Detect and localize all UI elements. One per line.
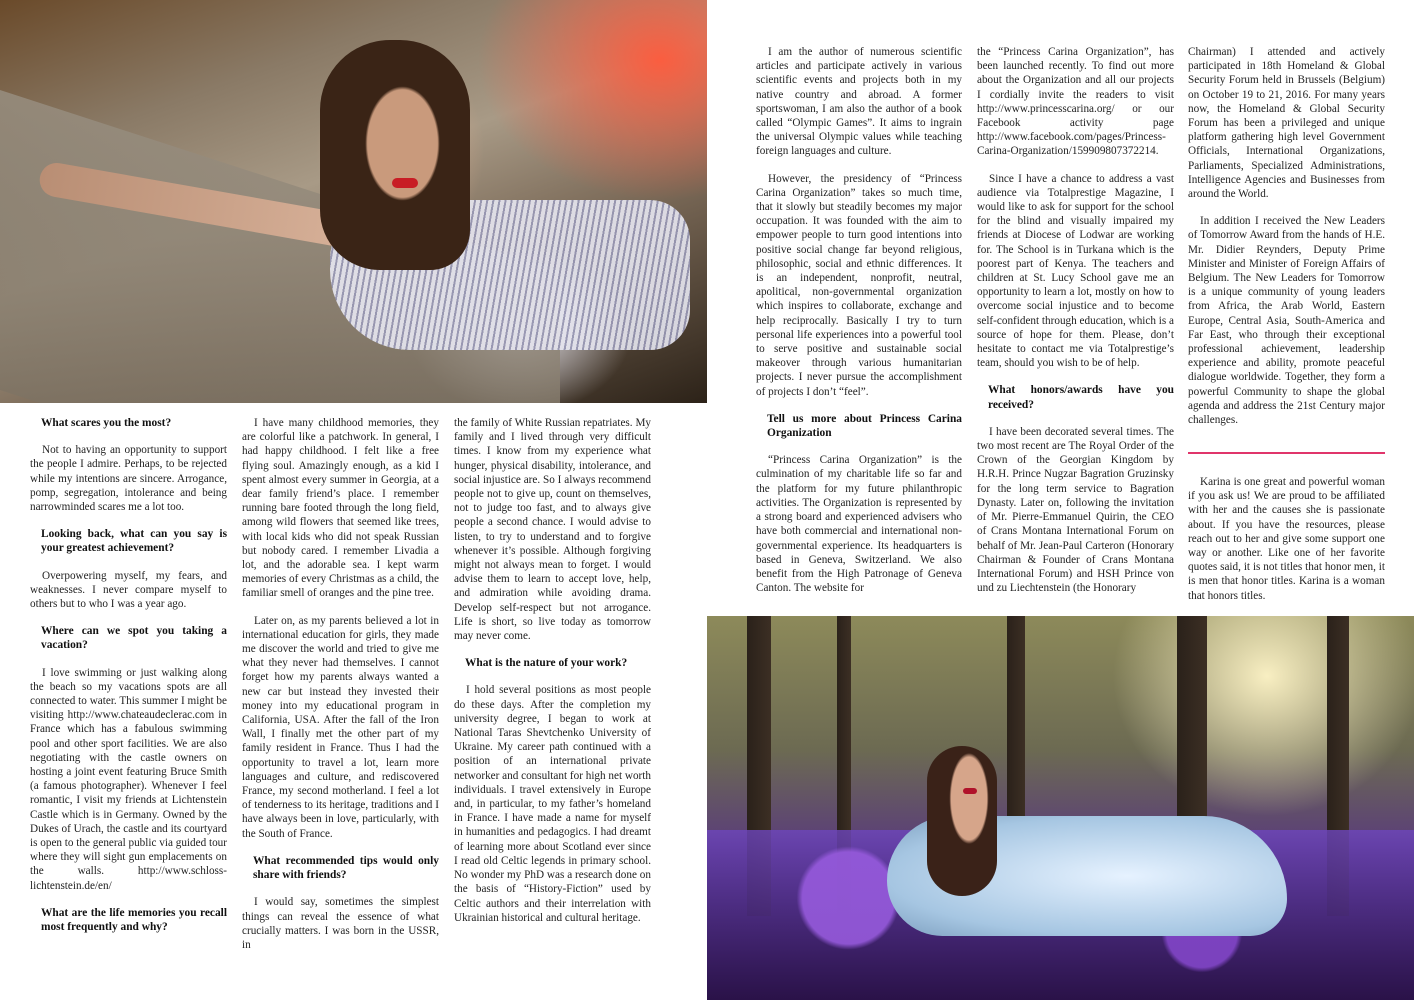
question-heading: What is the nature of your work? xyxy=(465,657,628,670)
red-lips xyxy=(963,788,977,794)
answer-paragraph: Later on, as my parents believed a lot in international education for girls, they made me discover the world and tried to give me what they never had themselves. I cannot forget how my parents always wanted a new car but instead they invested their money into my educational program in California, USA. After the fall of the Iron Wall, I finally met the other part of my family resident in France. Thus I had the opportunity to travel a lot, learn more languages and culture, and rediscovered France, my second motherland. I feel a lot of tenderness to its heritage, traditions and I have always been in love, particularly, with the South of France. xyxy=(242,614,439,840)
accent-divider xyxy=(1188,452,1385,454)
woman-head xyxy=(320,40,470,270)
column-3 xyxy=(454,416,651,938)
answer-paragraph: I hold several positions as most people do these days. After the completion my university degree, I began to work at National Taras Shevtchenko University of Ukraine. My career path continued with a position of an international private networker and consultant for high net worth individuals. I travel extensively in Europe and, in particular, to my father’s homeland in France. I have made a name for myself in humanities and pedagogics. I had dreamt of learning more about Scotland ever since I read old Celtic legends in primary school. No wonder my PhD was a research done on the basis of “History-Fiction” used by Celtic authors and their interrelation with Ukrainian historical and cultural heritage. xyxy=(454,684,651,924)
answer-paragraph: Since I have a chance to address a vast audience via Totalprestige Magazine, I would like to ask for support for the school for the blind and visually impaired my friends at Diocese of Lodwar are working for. The School is in Turkana which is the poorest part of Kenya. The teachers and children at St. Lucy School gave me an opportunity to learn a lot, mostly on how to overcome social injustice and to become self-confident through education, which is a source of hope for them. Please, don’t hesitate to contact me via Totalprestige’s team, should you wish to be of help. xyxy=(977,172,1174,370)
answer-paragraph: I am the author of numerous scientific articles and participate actively in various scientific events and projects both in my native country and abroad. A former sportswoman, I am also the author of a book called “Olympic Games”. It aims to ingrain the universal Olympic values while teaching foreign languages and culture. xyxy=(756,46,962,158)
answer-paragraph: I have many childhood memories, they are colorful like a patchwork. In general, I had happy childhood. I felt like a free flying soul. Amazingly enough, as a kid I spent almost every summer in Georgia, at a dear family friend’s place. I remember running bare footed through the long field, among wild flowers that seemed like trees, with local kids who did not speak Russian but nobody cared. I remember Livadia a lot, and the adorable sea. I kept warm memories of every Christmas as a child, the familiar smell of oranges and the pine tree. xyxy=(242,417,439,600)
question-heading: What recommended tips would only share with friends? xyxy=(253,854,439,882)
answer-paragraph: the “Princess Carina Organization”, has been launched recently. To find out more about the Organization and all our projects I cordially invite the readers to visit http://www.princesscarina.org/ or our Facebook activity page http://www.facebook.com/pages/Princess-Carina-Organization/159909807372214. xyxy=(977,46,1174,158)
forest-photo xyxy=(707,616,1414,1000)
answer-paragraph: I would say, sometimes the simplest things can reveal the essence of what crucially matters. I was born in the USSR, in xyxy=(242,896,439,951)
question-heading: Looking back, what can you say is your greatest achievement? xyxy=(41,528,227,555)
woman-head xyxy=(927,746,997,896)
column-2 xyxy=(242,416,439,965)
column-4 xyxy=(756,45,962,608)
question-heading: Tell us more about Princess Carina Organization xyxy=(767,412,962,440)
question-heading: What scares you the most? xyxy=(41,417,172,429)
question-heading: What honors/awards have you received? xyxy=(988,384,1174,411)
column-1 xyxy=(30,416,227,947)
closing-paragraph: Karina is one great and powerful woman if you ask us! We are proud to be affiliated with her and the causes she is passionate about. If you have the resources, please reach out to her and give some support one way or another. Like one of her favorite quotes said, it is not titles that honor men, it is men that honor titles. Karina is a woman that honors titles. xyxy=(1188,476,1385,602)
column-6 xyxy=(1188,45,1385,440)
answer-paragraph: Chairman) I attended and actively participated in 18th Homeland & Global Security Forum held in Brussels (Belgium) on October 19 to 21, 2016. For many years now, the Homeland & Global Security Forum has been a privileged and unique platform gathering high level Government Officials, International Organizations, Parliaments, Specialized Administrations, Intelligence Agencies and Businesses from around the World. xyxy=(1188,46,1385,201)
portrait-photo xyxy=(0,0,707,403)
answer-paragraph: I love swimming or just walking along the beach so my vacations spots are all connected to water. This summer I might be visiting http://www.chateaudeclerac.com in France which has a fabulous swimming pool and other sport facilities. We are also negotiating with the castle owners on hosting a joint event featuring Bruce Smith (a famous photographer). Whenever I feel romantic, I visit my friends at Lichtenstein Castle which is in Germany. Owned by the Dukes of Urach, the castle and its courtyard is open to the general public via guided tour where they will sight gun emplacements on the walls. http://www.schloss-lichtenstein.de/en/ xyxy=(30,666,227,892)
answer-paragraph: However, the presidency of “Princess Carina Organization” takes so much time, that it slowly but steadily becomes my major occupation. It was founded with the aim to empower people to turn good intentions into positive social change far beyond religious, philosophic, social and ethnic differences. It is an independent, nonprofit, neutral, apolitical, non-governmental organization which inspires to collaborate, exchange and help reciprocally. Basically I try to turn personal life experiences into a powerful tool to serve positive and sustainable social makeover through various humanitarian projects. I never pursue the accomplishment of projects I don’t “feel”. xyxy=(756,172,962,398)
answer-paragraph: the family of White Russian repatriates. My family and I lived through very difficult times. I know from my experience what hunger, physical disability, intolerance, and social injustice are. So I always recommend people not to give up, count on themselves, not to judge too fast, and to always give people a second chance. I would advise to listen, to try to understand and to forgive whenever it’s possible. Although forgiving might not always mean to forget. I would advise them to learn to accept love, help, and admiration while avoiding drama. Develop self-respect but not arrogance. Life is short, so live today as tomorrow may never come. xyxy=(454,417,651,643)
answer-paragraph: Overpowering myself, my fears, and weaknesses. I never compare myself to others but to who I was a year ago. xyxy=(30,569,227,611)
question-heading: What are the life memories you recall most frequently and why? xyxy=(41,906,227,934)
answer-paragraph: I have been decorated several times. The two most recent are The Royal Order of the Crown of the Georgian Kingdom by H.R.H. Prince Nugzar Bagration Gruzinsky for the long term service to Bagration Dynasty. Later on, following the invitation of Mr. Pierre-Emmanuel Quirin, the CEO of Crans Montana International Forum on behalf of Mr. Jean-Paul Carteron (Honorary Chairman & Founder of Crans Montana International Forum) and HSH Prince von und zu Liechtenstein (the Honorary xyxy=(977,425,1174,595)
answer-paragraph: “Princess Carina Organization” is the culmination of my charitable life so far and the platform for my future philanthropic activities. The Organization is represented by a strong board and experienced advisers who have both commercial and international non-governmental experience. Its headquarters is based in Geneva, Switzerland. We also benefit from the High Patronage of Geneva Canton. The website for xyxy=(756,454,962,595)
red-lips xyxy=(392,178,418,188)
question-heading: Where can we spot you taking a vacation? xyxy=(41,625,227,652)
answer-paragraph: Not to having an opportunity to support the people I admire. Perhaps, to be rejected while my intentions are sincere. Arrogance, pomp, segregation, intolerance and being narrowminded scares me a lot too. xyxy=(30,444,227,514)
answer-paragraph: In addition I received the New Leaders of Tomorrow Award from the hands of H.E. Mr. Didier Reynders, Deputy Prime Minister and Minister of Foreign Affairs of Belgium. The New Leaders for Tomorrow is a unique community of young leaders from Africa, the Arab World, Eastern Europe, Central Asia, South-America and Far East, who through their exceptional professional achievement, leadership experience and ability, promote peaceful dialogue worldwide. Together, they form a powerful Community to shape the global agenda and address the 21st Century major challenges. xyxy=(1188,215,1385,427)
column-5 xyxy=(977,45,1174,608)
